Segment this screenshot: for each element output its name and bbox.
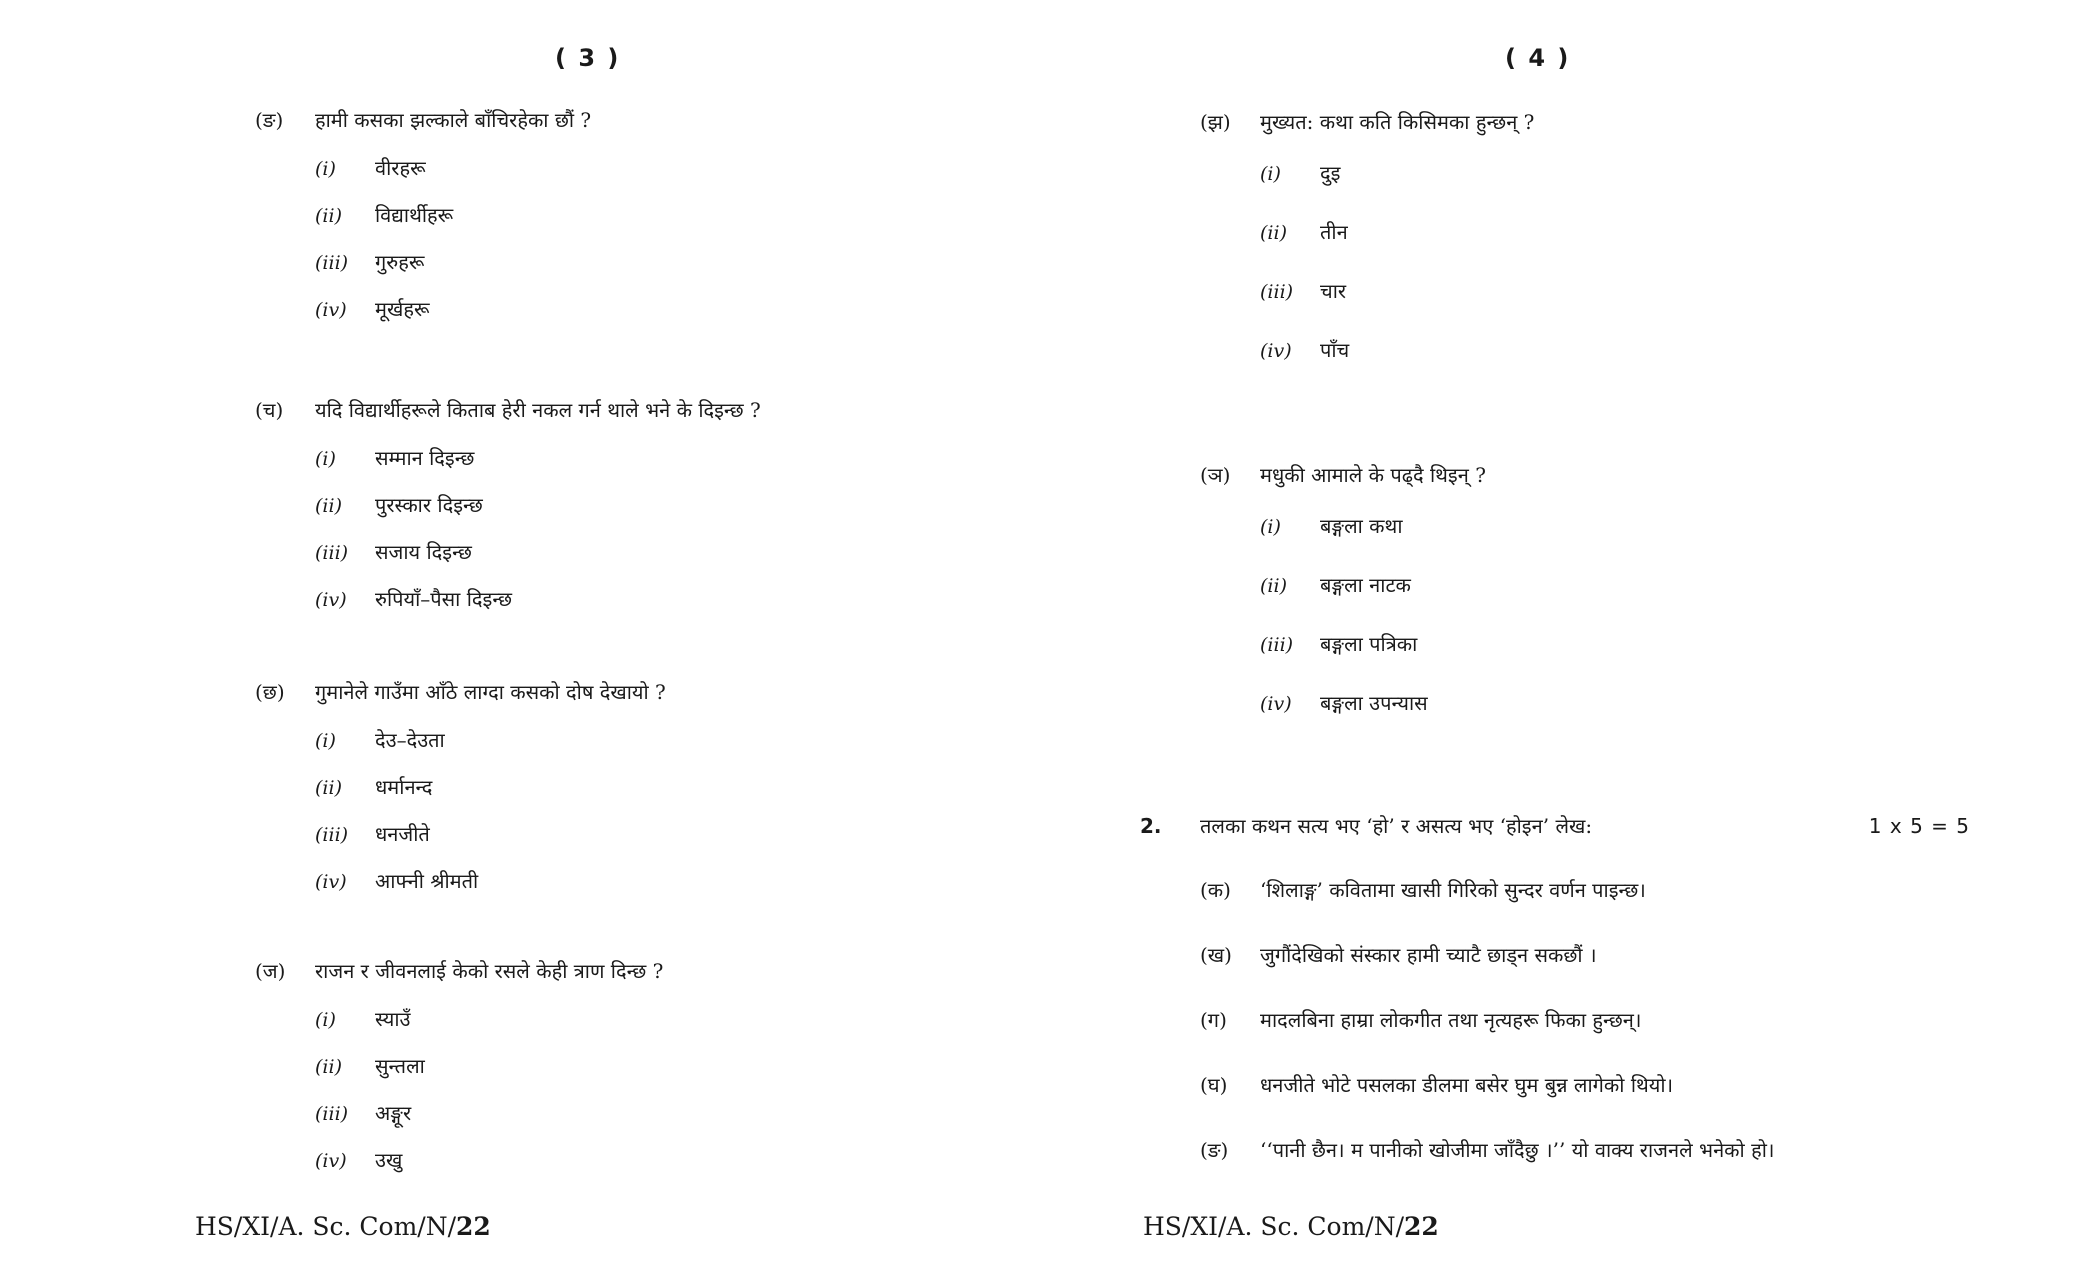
option-item [315, 1146, 663, 1193]
question-text: गुमानेले गाउँमा आँठे लाग्दा कसको दोष देखायो ? [315, 680, 666, 704]
option-item [315, 726, 666, 773]
question-number: 2. [1140, 814, 1162, 838]
option-number: (ii) [315, 495, 342, 517]
option-number: (iii) [1260, 634, 1294, 656]
option-number: (i) [1260, 516, 1281, 538]
question-text: यदि विद्यार्थीहरूले किताब हेरी नकल गर्न थाले भने के दिइन्छ ? [315, 398, 761, 422]
option-text: चार [1320, 279, 1347, 303]
option-list [315, 154, 591, 342]
option-text: अङ्गूर [375, 1101, 412, 1125]
page-number: ( 4 ) [1505, 44, 1571, 72]
statement-item [1200, 1136, 1774, 1201]
option-item [315, 1052, 663, 1099]
option-text: सम्मान दिइन्छ [375, 446, 475, 470]
statement-text: मादलबिना हाम्रा लोकगीत तथा नृत्यहरू फिका हुन्छन्। [1260, 1008, 1642, 1032]
option-number: (ii) [1260, 222, 1287, 244]
option-list [315, 1005, 663, 1193]
option-number: (iii) [315, 824, 349, 846]
statement-text: जुगौंदेखिको संस्कार हामी च्याटै छाड्न सकछौं । [1260, 943, 1597, 967]
option-item [1260, 277, 1534, 336]
question-label: (च) [255, 398, 284, 422]
question-ja [255, 957, 663, 1193]
option-text: गुरुहरू [375, 250, 425, 274]
question-nya [1200, 461, 1486, 748]
statement-label: (घ) [1200, 1073, 1228, 1097]
option-text: तीन [1320, 220, 1348, 244]
option-number: (iv) [1260, 340, 1292, 362]
option-item [315, 1005, 663, 1052]
question-nga [255, 106, 591, 342]
option-item [315, 491, 761, 538]
question-text: हामी कसका झल्काले बाँचिरहेका छौं ? [315, 108, 592, 132]
statement-item [1200, 1006, 1774, 1071]
footer-code: HS/XI/A. Sc. Com/N/22 [1143, 1212, 1439, 1241]
option-text: मूर्खहरू [375, 297, 430, 321]
question-label: (छ) [255, 680, 285, 704]
page-4 [1050, 0, 2100, 1275]
option-item [315, 444, 761, 491]
option-item [315, 820, 666, 867]
question-label: (ञ) [1200, 463, 1231, 487]
option-text: विद्यार्थीहरू [375, 203, 454, 227]
option-item [1260, 159, 1534, 218]
option-item [315, 773, 666, 820]
option-item [315, 585, 761, 632]
option-number: (iii) [315, 1103, 349, 1125]
question-text: राजन र जीवनलाई केको रसले केही त्राण दिन्छ ? [315, 959, 664, 983]
option-number: (iii) [1260, 281, 1294, 303]
question-label: (ङ) [255, 108, 284, 132]
option-text: धनजीते [375, 822, 430, 846]
statement-item [1200, 1071, 1774, 1136]
question-label: (झ) [1200, 110, 1231, 134]
option-text: पुरस्कार दिइन्छ [375, 493, 483, 517]
option-text: उखु [375, 1148, 403, 1172]
option-text: रुपियाँ–पैसा दिइन्छ [375, 587, 513, 611]
option-number: (ii) [315, 1056, 342, 1078]
option-text: सजाय दिइन्छ [375, 540, 472, 564]
option-number: (iv) [315, 871, 347, 893]
option-text: दुइ [1320, 161, 1341, 185]
question-2-heading [1140, 812, 1970, 839]
option-text: स्याउँ [375, 1007, 411, 1031]
option-number: (iii) [315, 252, 349, 274]
option-item [315, 295, 591, 342]
option-list [315, 444, 761, 632]
option-text: बङ्गला पत्रिका [1320, 632, 1418, 656]
option-list [1260, 512, 1486, 748]
option-number: (iv) [315, 589, 347, 611]
option-list [315, 726, 666, 914]
question-instruction: तलका कथन सत्य भए ‘हो’ र असत्य भए ‘होइन’ लेख: [1200, 814, 1593, 838]
statement-item [1200, 941, 1774, 1006]
statement-text: ‘‘पानी छैन। म पानीको खोजीमा जाँदैछु ।’’ यो वाक्य राजनले भनेको हो। [1260, 1138, 1775, 1162]
option-number: (i) [315, 448, 336, 470]
option-number: (i) [315, 158, 336, 180]
option-list [1260, 159, 1534, 395]
option-text: बङ्गला कथा [1320, 514, 1403, 538]
question-text: मुख्यत: कथा कति किसिमका हुन्छन् ? [1260, 110, 1535, 134]
option-text: सुन्तला [375, 1054, 425, 1078]
option-item [1260, 571, 1486, 630]
question-text: मधुकी आमाले के पढ्दै थिइन् ? [1260, 463, 1486, 487]
option-item [315, 538, 761, 585]
statement-list [1200, 876, 1774, 1201]
option-item [1260, 630, 1486, 689]
option-number: (i) [315, 1009, 336, 1031]
footer-code: HS/XI/A. Sc. Com/N/22 [195, 1212, 491, 1241]
option-number: (ii) [315, 205, 342, 227]
option-item [1260, 218, 1534, 277]
statement-text: ‘शिलाङ्ग’ कवितामा खासी गिरिको सुन्दर वर्णन पाइन्छ। [1260, 878, 1646, 902]
option-text: बङ्गला उपन्यास [1320, 691, 1428, 715]
option-text: धर्मानन्द [375, 775, 433, 799]
option-number: (iv) [315, 1150, 347, 1172]
statement-label: (क) [1200, 878, 1231, 902]
question-label: (ज) [255, 959, 286, 983]
statement-item [1200, 876, 1774, 941]
question-jha [1200, 108, 1534, 395]
option-item [315, 248, 591, 295]
option-text: पाँच [1320, 338, 1350, 362]
option-number: (i) [315, 730, 336, 752]
option-item [315, 1099, 663, 1146]
statement-text: धनजीते भोटे पसलका डीलमा बसेर घुम बुन्न लागेको थियो। [1260, 1073, 1674, 1097]
option-item [315, 201, 591, 248]
question-cha [255, 396, 761, 632]
option-item [1260, 336, 1534, 395]
marks-label: 1 x 5 = 5 [1868, 814, 1970, 838]
page-number: ( 3 ) [555, 44, 621, 72]
option-number: (iv) [1260, 693, 1292, 715]
question-chha [255, 678, 666, 914]
option-text: वीरहरू [375, 156, 426, 180]
option-text: देउ–देउता [375, 728, 445, 752]
statement-label: (ग) [1200, 1008, 1227, 1032]
option-number: (i) [1260, 163, 1281, 185]
option-text: आफ्नी श्रीमती [375, 869, 479, 893]
option-item [315, 867, 666, 914]
statement-label: (ख) [1200, 943, 1232, 967]
option-item [315, 154, 591, 201]
option-item [1260, 689, 1486, 748]
option-number: (ii) [1260, 575, 1287, 597]
statement-label: (ङ) [1200, 1138, 1229, 1162]
option-number: (iii) [315, 542, 349, 564]
option-number: (iv) [315, 299, 347, 321]
option-item [1260, 512, 1486, 571]
option-text: बङ्गला नाटक [1320, 573, 1411, 597]
option-number: (ii) [315, 777, 342, 799]
